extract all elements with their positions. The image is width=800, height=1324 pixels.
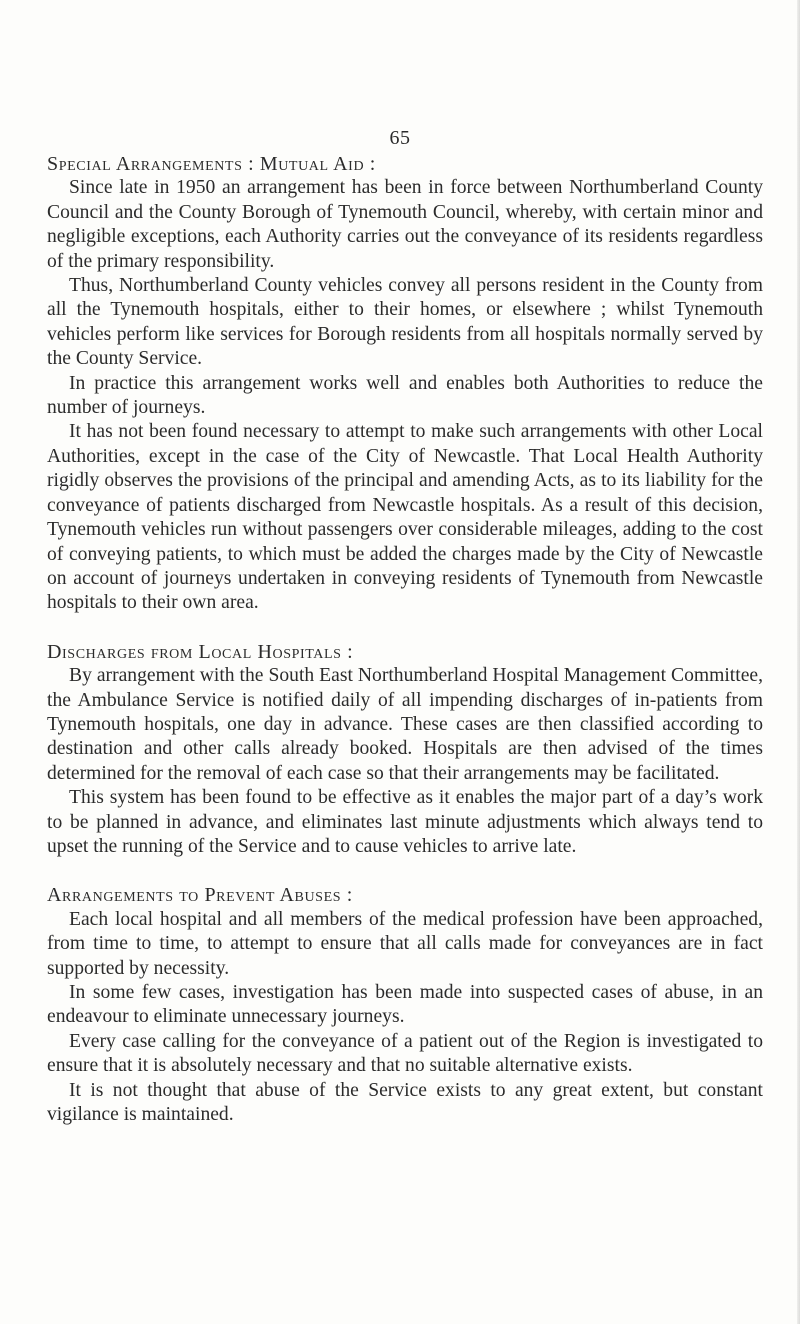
paragraph: Since late in 1950 an arrangement has been in force between Northumberland County Council and the County Borough of Tynemouth Council, whereby, with certain minor and negligible exceptions, each Authority carries out the conveyance of its residents regardless of the primary responsibility. bbox=[47, 177, 763, 272]
document-body bbox=[47, 152, 763, 1151]
section-mutual-aid bbox=[47, 152, 763, 616]
section-discharges bbox=[47, 640, 763, 860]
section-heading: Special Arrangements : Mutual Aid : bbox=[47, 153, 376, 175]
paragraph: By arrangement with the South East Northumberland Hospital Management Committee, the Ambulance Service is notified daily of all impending discharges of in-patients from Tynemouth hospitals, one day in advance. These cases are then classified according to destination and other calls already booked. Hospitals are then advised of the times determined for the removal of each case so that their arrangements may be facilitated. bbox=[47, 665, 763, 784]
section-prevent-abuses bbox=[47, 883, 763, 1127]
paragraph: Each local hospital and all members of the medical profession have been approached, from time to time, to attempt to ensure that all calls made for conveyances are in fact supported by necessity. bbox=[47, 908, 763, 979]
page-number: 65 bbox=[389, 127, 411, 149]
paragraph: Thus, Northumberland County vehicles convey all persons resident in the County from all the Tynemouth hospitals, either to their homes, or elsewhere ; whilst Tynemouth vehicles perform like services for Borough residents from all hospitals normally served by the County Service. bbox=[47, 275, 763, 370]
paragraph: In some few cases, investigation has been made into suspected cases of abuse, in an endeavour to eliminate unnecessary journeys. bbox=[47, 982, 763, 1028]
paragraph: It has not been found necessary to attempt to make such arrangements with other Local Authorities, except in the case of the City of Newcastle. That Local Health Authority rigidly observes the provisions of the principal and amending Acts, as to its liability for the conveyance of patients discharged from Newcastle hospitals. As a result of this decision, Tynemouth vehicles run without passengers over considerable mileages, adding to the cost of conveying patients, to which must be added the charges made by the City of Newcastle on account of journeys undertaken in conveying residents of Tynemouth from Newcastle hospitals to their own area. bbox=[47, 421, 763, 614]
paragraph: Every case calling for the conveyance of a patient out of the Region is investigated to ensure that it is absolutely necessary and that no suitable alternative exists. bbox=[47, 1030, 763, 1077]
section-heading: Discharges from Local Hospitals : bbox=[47, 640, 354, 663]
paragraph: In practice this arrangement works well and enables both Authorities to reduce the number of journeys. bbox=[47, 372, 763, 419]
paragraph: It is not thought that abuse of the Service exists to any great extent, but constant vigilance is maintained. bbox=[47, 1079, 763, 1126]
section-heading: Arrangements to Prevent Abuses : bbox=[47, 884, 353, 907]
paragraph: This system has been found to be effective as it enables the major part of a day’s work to be planned in advance, and eliminates last minute adjustments which always tend to upset the running of the Service and to cause vehicles to arrive late. bbox=[47, 787, 763, 857]
